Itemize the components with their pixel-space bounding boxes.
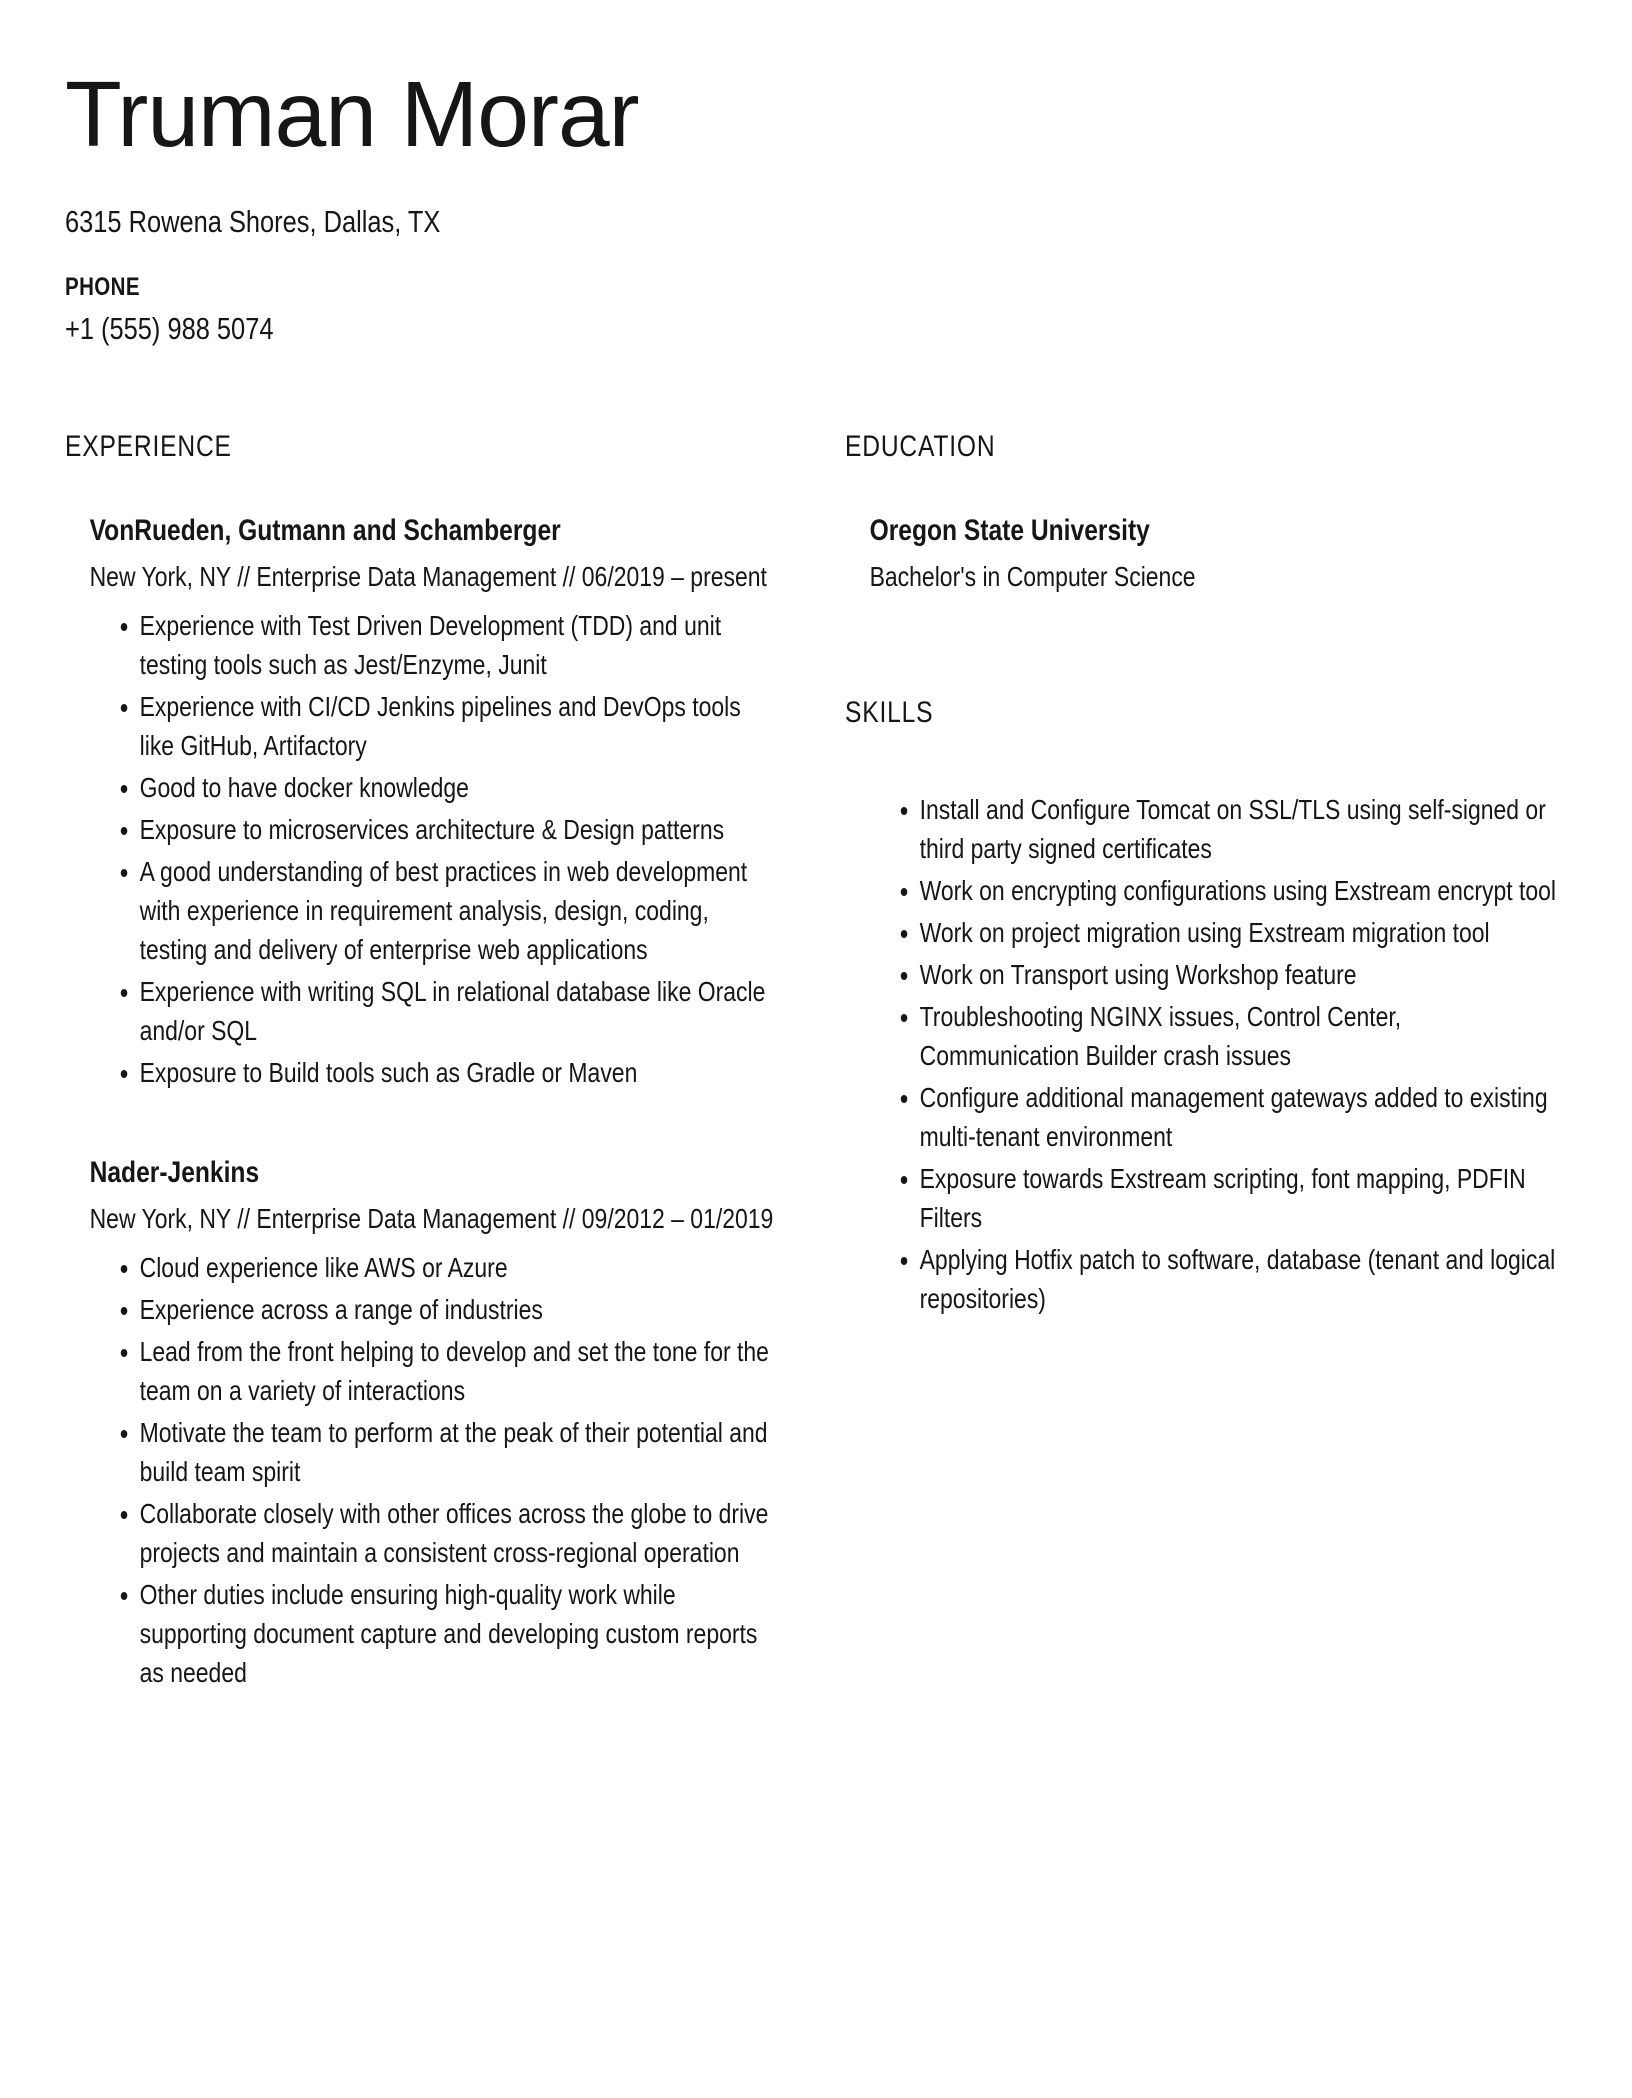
school-name: Oregon State University [869, 514, 1150, 547]
experience-heading: EXPERIENCE [65, 430, 232, 463]
bullet-item: • Experience with Test Driven Development (TDD) and unit testing tools such as Jest/Enzyme, Junit [140, 606, 776, 684]
bullet-item: • Exposure to microservices architecture & Design patterns [140, 810, 776, 849]
bullet-item: • Work on encrypting configurations using Exstream encrypt tool [920, 871, 1560, 910]
bullet-item: • Exposure towards Exstream scripting, font mapping, PDFIN Filters [920, 1159, 1560, 1237]
skills-section [845, 696, 1560, 1318]
company-name: Nader-Jenkins [89, 1156, 260, 1189]
company-name: VonRueden, Gutmann and Schamberger [89, 514, 561, 547]
bullet-item: • Experience with CI/CD Jenkins pipelines and DevOps tools like GitHub, Artifactory [140, 687, 776, 765]
bullet-item: • Other duties include ensuring high-quality work while supporting document capture and developing custom reports as needed [140, 1575, 776, 1692]
bullet-item: • Work on Transport using Workshop feature [920, 955, 1560, 994]
bullet-item: • Lead from the front helping to develop and set the tone for the team on a variety of interactions [140, 1332, 776, 1410]
job-meta: New York, NY // Enterprise Data Management // 06/2019 – present [89, 561, 767, 592]
address: 6315 Rowena Shores, Dallas, TX [65, 204, 441, 239]
bullet-item: • Applying Hotfix patch to software, database (tenant and logical repositories) [920, 1240, 1560, 1318]
job-bullet-list [90, 1248, 776, 1692]
degree: Bachelor's in Computer Science [869, 561, 1196, 592]
school-entry [870, 514, 1560, 596]
person-name: Truman Morar [65, 62, 639, 166]
education-section [845, 430, 1560, 596]
skills-heading: SKILLS [845, 696, 934, 729]
bullet-item: • Configure additional management gateways added to existing multi-tenant environment [920, 1078, 1560, 1156]
bullet-item: • Experience across a range of industries [140, 1290, 776, 1329]
bullet-item: • Motivate the team to perform at the peak of their potential and build team spirit [140, 1413, 776, 1491]
job-bullet-list [90, 606, 776, 1092]
phone-label: PHONE [65, 273, 140, 301]
bullet-item: • Install and Configure Tomcat on SSL/TLS using self-signed or third party signed certificates [920, 790, 1560, 868]
bullet-item: • Cloud experience like AWS or Azure [140, 1248, 776, 1287]
job-entry-vonrueden [90, 514, 776, 1092]
skills-bullet-list [845, 790, 1560, 1318]
job-entry-nader-jenkins [90, 1156, 776, 1692]
bullet-item: • A good understanding of best practices in web development with experience in requirement analysis, design, coding, testing and delivery of enterprise web applications [140, 852, 776, 969]
bullet-item: • Exposure to Build tools such as Gradle or Maven [140, 1053, 776, 1092]
bullet-item: • Work on project migration using Exstream migration tool [920, 913, 1560, 952]
education-skills-column [845, 430, 1560, 1321]
job-meta: New York, NY // Enterprise Data Management // 09/2012 – 01/2019 [89, 1203, 774, 1234]
contact-block [65, 204, 535, 347]
bullet-item: • Good to have docker knowledge [140, 768, 776, 807]
education-heading: EDUCATION [845, 430, 996, 463]
phone-number: +1 (555) 988 5074 [65, 311, 274, 346]
experience-column [65, 430, 776, 1695]
bullet-item: • Collaborate closely with other offices across the globe to drive projects and maintain a consistent cross-regional operation [140, 1494, 776, 1572]
resume-header [65, 0, 639, 347]
bullet-item: • Experience with writing SQL in relational database like Oracle and/or SQL [140, 972, 776, 1050]
bullet-item: • Troubleshooting NGINX issues, Control Center, Communication Builder crash issues [920, 997, 1560, 1075]
